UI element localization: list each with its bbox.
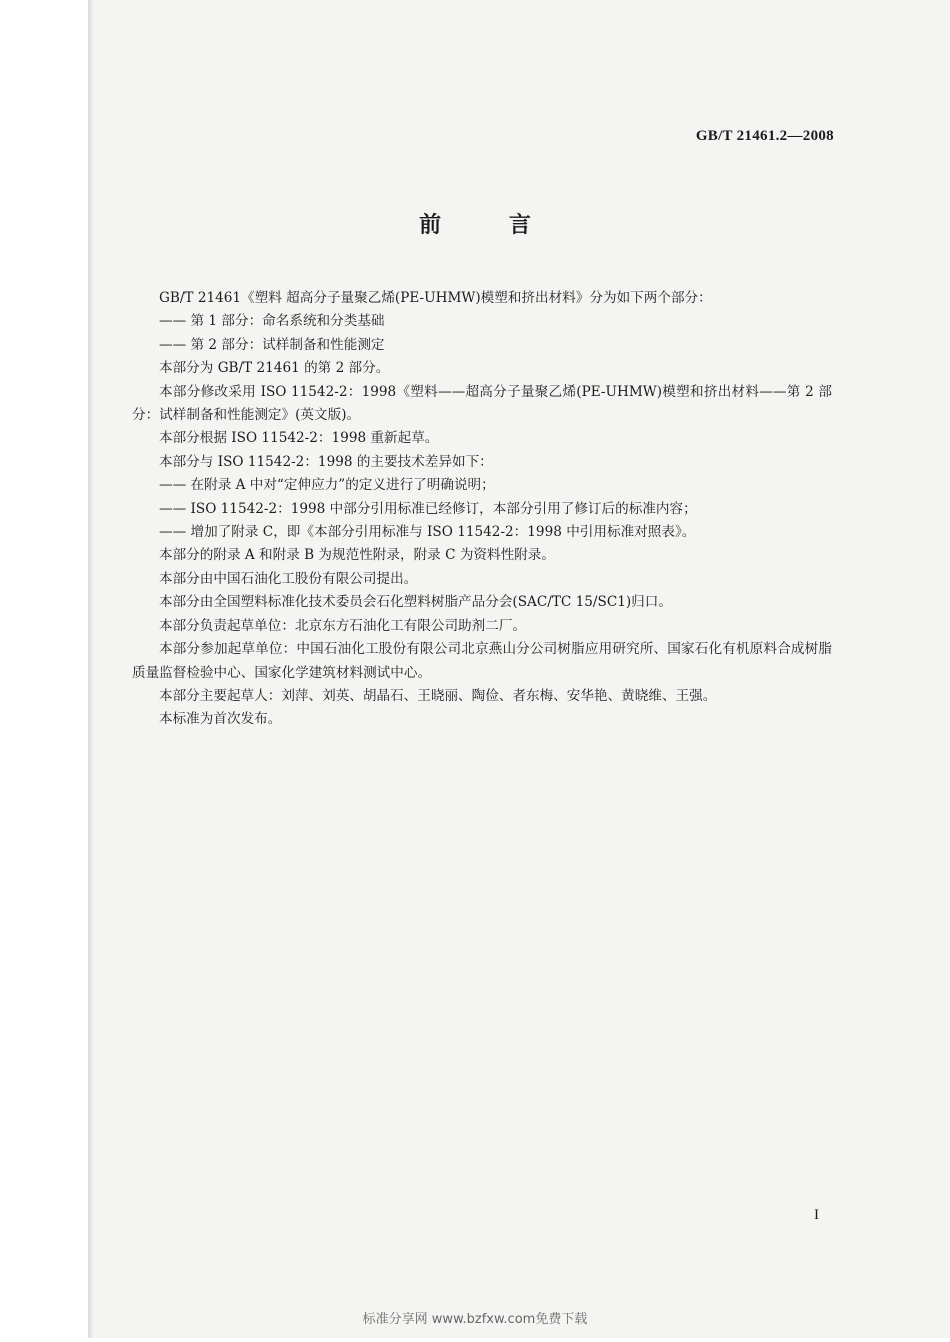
footer-watermark-text: 标准分享网 www.bzfxw.com免费下载: [362, 1312, 588, 1327]
paragraph: 本部分根据 ISO 11542-2：1998 重新起草。: [159, 430, 439, 447]
list-item: —— 在附录 A 中对“定伸应力”的定义进行了明确说明；: [159, 477, 495, 494]
paragraph: 本部分参加起草单位：中国石油化工股份有限公司北京燕山分公司树脂应用研究所、国家石化有机原料合成树脂质量监督检验中心、国家化学建筑材料测试中心。: [132, 641, 832, 681]
paragraph: 本部分由中国石油化工股份有限公司提出。: [159, 570, 418, 587]
paragraph: 本部分与 ISO 11542-2：1998 的主要技术差异如下：: [159, 453, 493, 470]
paragraph: GB/T 21461《塑料 超高分子量聚乙烯(PE-UHMW)模塑和挤出材料》分为如下两个部分：: [159, 290, 712, 306]
page-title: 前 言: [419, 213, 561, 238]
paragraph: 本部分由全国塑料标准化技术委员会石化塑料树脂产品分会(SAC/TC 15/SC1)归口。: [159, 594, 672, 611]
paragraph: 本部分负责起草单位：北京东方石油化工有限公司助剂二厂。: [159, 617, 527, 634]
list-item: —— ISO 11542-2：1998 中部分引用标准已经修订，本部分引用了修订后的标准内容；: [159, 500, 697, 517]
list-item: —— 增加了附录 C，即《本部分引用标准与 ISO 11542-2：1998 中引用标准对照表》。: [159, 524, 696, 541]
paragraph: 本部分修改采用 ISO 11542-2：1998《塑料——超高分子量聚乙烯(PE-UHMW)模塑和挤出材料——第 2 部分：试样制备和性能测定》(英文版)。: [132, 383, 832, 424]
paragraph: 本标准为首次发布。: [159, 711, 282, 728]
list-item: —— 第 1 部分：命名系统和分类基础: [159, 313, 385, 330]
list-item: —— 第 2 部分：试样制备和性能测定: [159, 336, 385, 353]
paragraph: 本部分的附录 A 和附录 B 为规范性附录，附录 C 为资料性附录。: [159, 547, 555, 564]
standard-code: GB/T 21461.2—2008: [695, 128, 834, 144]
page-number: I: [814, 1207, 819, 1223]
paragraph: 本部分为 GB/T 21461 的第 2 部分。: [159, 360, 390, 377]
foreword-body: [132, 287, 832, 732]
paragraph: 本部分主要起草人：刘萍、刘英、胡晶石、王晓丽、陶俭、者东梅、安华艳、黄晓维、王强。: [159, 687, 717, 704]
